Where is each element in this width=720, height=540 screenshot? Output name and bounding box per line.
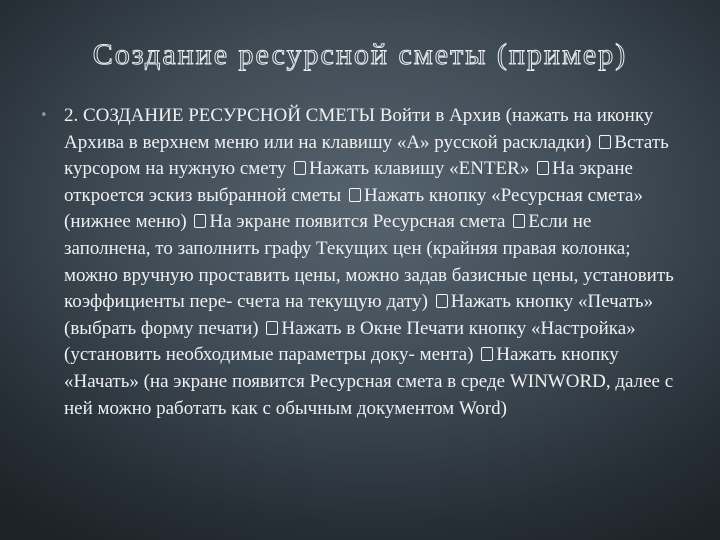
bullet-item	[40, 103, 680, 422]
slide-title: Создание ресурсной сметы (пример)	[92, 38, 628, 71]
bullet-segment: Нажать клавишу «ENTER»	[309, 158, 530, 180]
bullet-text	[64, 103, 680, 422]
missing-glyph-box-icon	[513, 214, 525, 228]
missing-glyph-box-icon	[537, 161, 549, 175]
bullet-segment: Нажать кнопку «Начать» (на экране появится Ресурсная смета в среде WINWORD, далее с ней можно работать как с обычным документом Word)	[64, 344, 674, 419]
bullet-segment: Если не заполнена, то заполнить графу Текущих цен (крайняя правая колонка; можно вручную проставить цены, можно задав базисные цены, установить коэффициенты пере- счета на текущую дату)	[64, 211, 674, 313]
bullet-segment: Нажать кнопку «Ресурсная смета» (нижнее меню)	[64, 184, 643, 233]
bullet-segment: На экране появится Ресурсная смета	[209, 211, 506, 233]
missing-glyph-box-icon	[599, 135, 611, 149]
bullet-marker: •	[40, 108, 48, 123]
missing-glyph-box-icon	[194, 214, 206, 228]
bullet-segment: Встать курсором на нужную смету	[64, 131, 669, 180]
missing-glyph-box-icon	[266, 321, 278, 335]
missing-glyph-box-icon	[481, 347, 493, 361]
missing-glyph-box-icon	[349, 188, 361, 202]
bullet-segment: 2. СОЗДАНИЕ РЕСУРСНОЙ СМЕТЫ Войти в Архив (нажать на иконку Архива в верхнем меню или на клавишу «А» русской раскладки)	[64, 105, 654, 153]
missing-glyph-box-icon	[294, 161, 306, 175]
bullet-segment: Нажать в Окне Печати кнопку «Настройка» (установить необходимые параметры доку- мента)	[64, 317, 636, 366]
missing-glyph-box-icon	[436, 294, 448, 308]
bullet-segment: Нажать кнопку «Печать» (выбрать форму печати)	[64, 291, 654, 339]
slide-content	[40, 103, 680, 422]
bullet-segment: На экране откроется эскиз выбранной сметы	[64, 158, 633, 206]
